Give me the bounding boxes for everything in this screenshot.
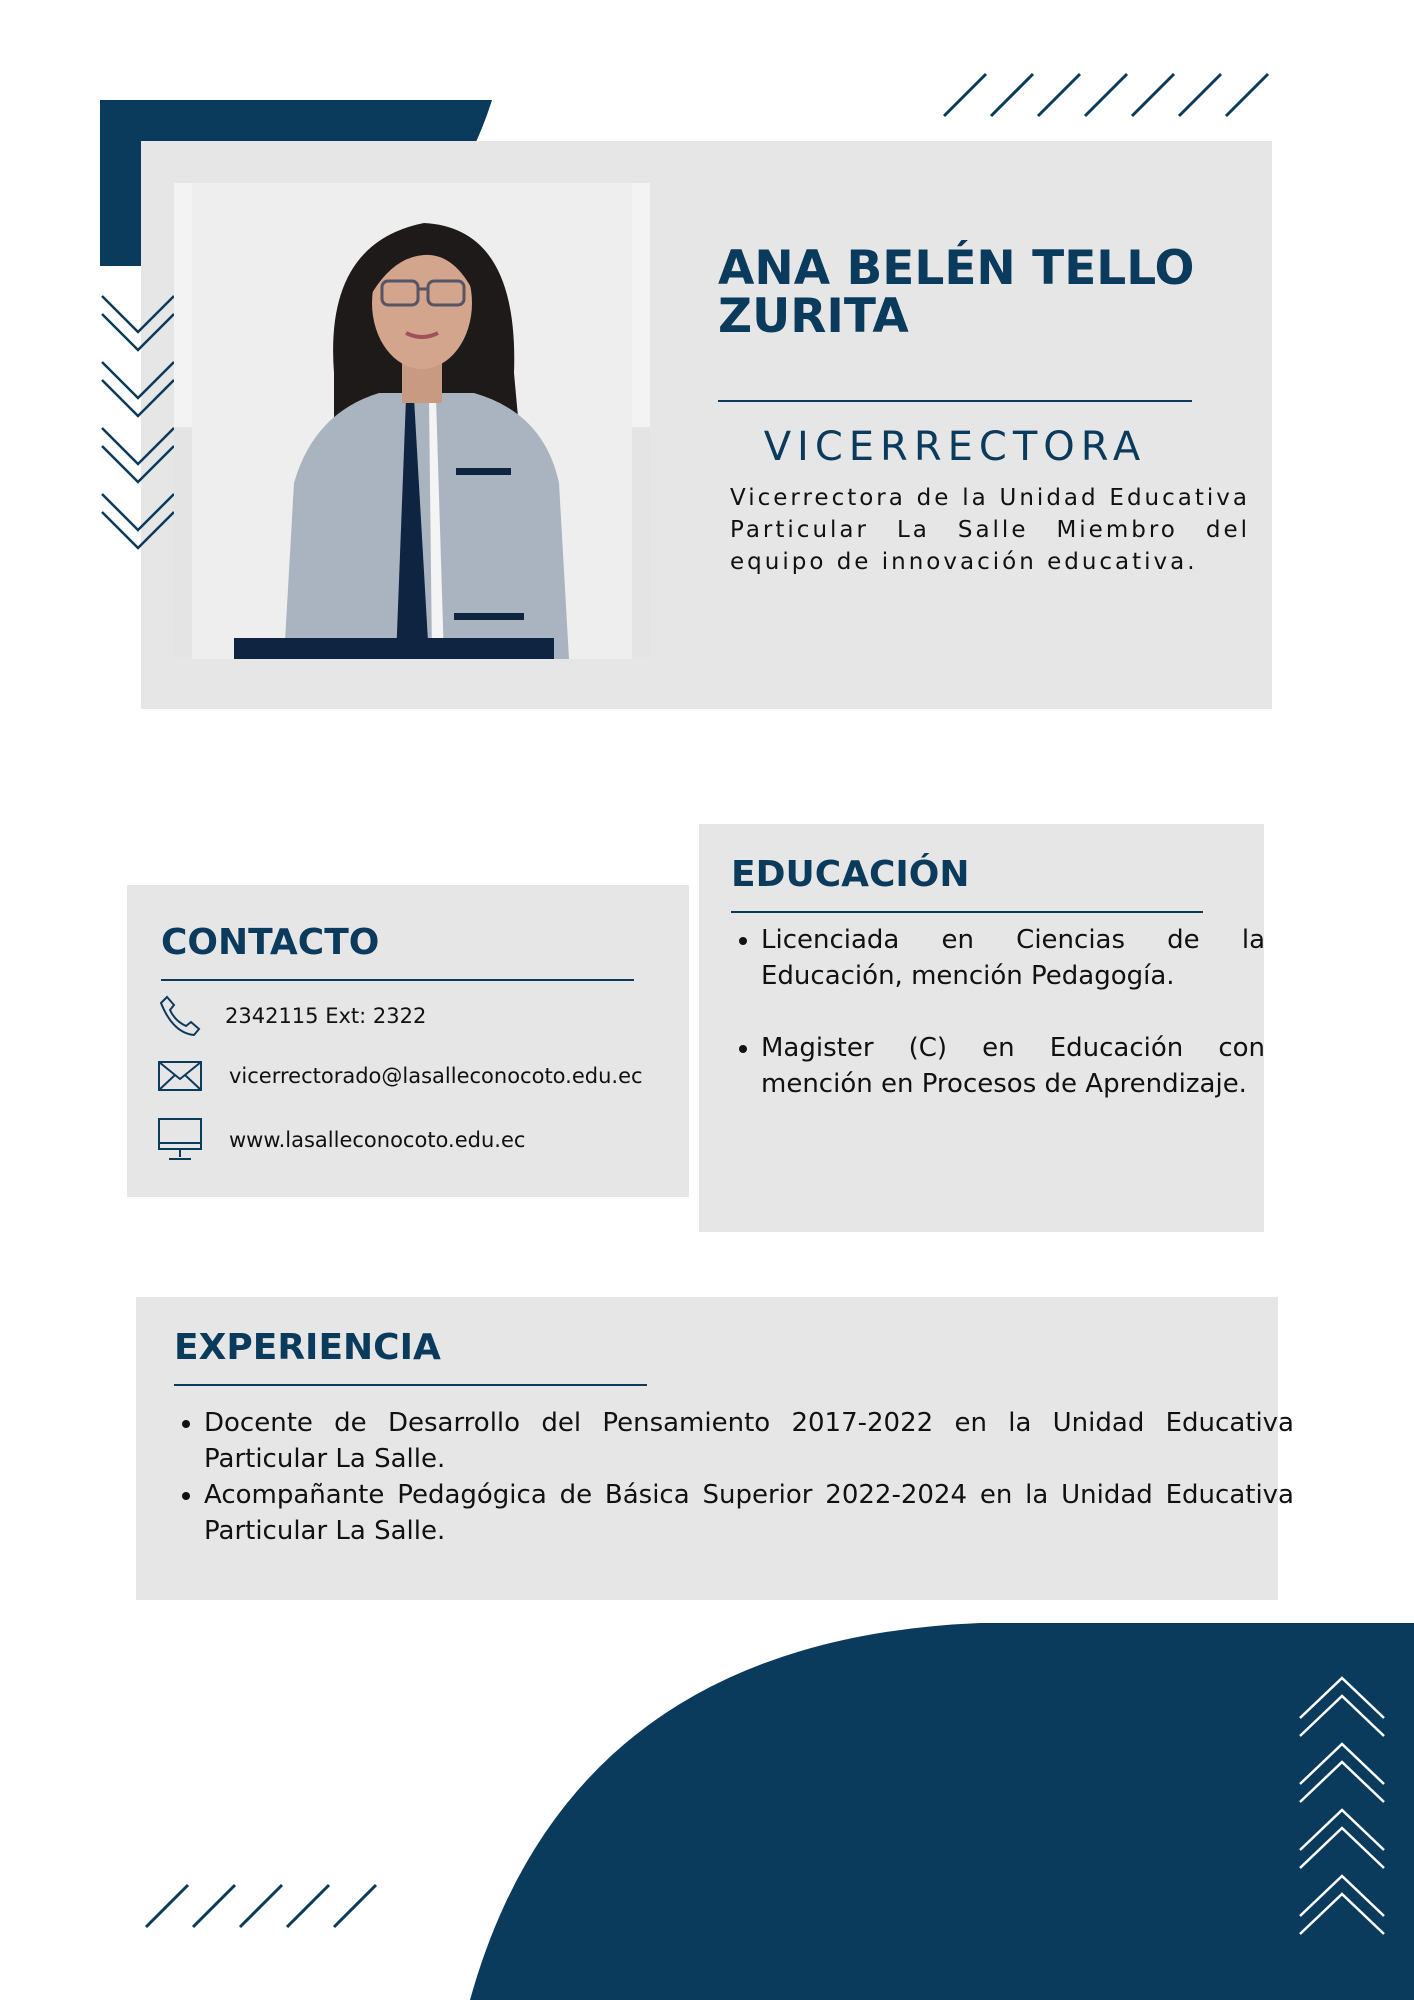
profile-role: VICERRECTORA — [763, 424, 1147, 470]
contact-divider — [161, 979, 634, 981]
decor-chevrons-up — [1296, 1674, 1388, 1936]
contact-email-row — [157, 1059, 643, 1093]
education-item: • Magister (C) en Educación con mención en Procesos de Aprendizaje. — [761, 1030, 1265, 1102]
education-panel — [699, 824, 1264, 1232]
education-item: • Licenciada en Ciencias de la Educación, mención Pedagogía. — [761, 922, 1265, 994]
profile-photo — [174, 183, 650, 659]
experience-divider — [174, 1384, 647, 1386]
profile-summary: Vicerrectora de la Unidad Educativa Particular La Salle Miembro del equipo de innovación educativa. — [730, 485, 1250, 575]
phone-icon — [157, 993, 203, 1039]
decor-top-stripes — [940, 70, 1275, 120]
contact-phone: 2342115 Ext: 2322 — [225, 1004, 427, 1028]
decor-chevrons-down — [98, 292, 178, 552]
contact-website-row — [157, 1117, 525, 1163]
education-divider — [731, 911, 1203, 913]
contact-phone-row — [157, 993, 426, 1039]
experience-title: EXPERIENCIA — [174, 1327, 441, 1368]
contact-panel — [127, 885, 689, 1197]
experience-item: • Docente de Desarrollo del Pensamiento 2017-2022 en la Unidad Educativa Particular La Salle. — [204, 1405, 1294, 1477]
contact-website[interactable]: www.lasalleconocoto.edu.ec — [229, 1128, 526, 1152]
name-divider — [718, 400, 1192, 402]
monitor-icon — [157, 1117, 203, 1163]
mail-icon — [157, 1059, 203, 1093]
experience-list — [172, 1405, 1294, 1549]
experience-panel — [136, 1297, 1294, 1600]
decor-navy-wave — [460, 1620, 1414, 2000]
experience-item: • Acompañante Pedagógica de Básica Superior 2022-2024 en la Unidad Educativa Particular La Salle. — [204, 1477, 1294, 1549]
education-list — [729, 922, 1265, 1102]
profile-name: ANA BELÉN TELLO ZURITA — [718, 241, 1195, 344]
contact-title: CONTACTO — [161, 922, 380, 963]
education-title: EDUCACIÓN — [731, 854, 970, 895]
contact-email[interactable]: vicerrectorado@lasalleconocoto.edu.ec — [229, 1064, 643, 1088]
decor-bottom-stripes — [144, 1882, 384, 1930]
